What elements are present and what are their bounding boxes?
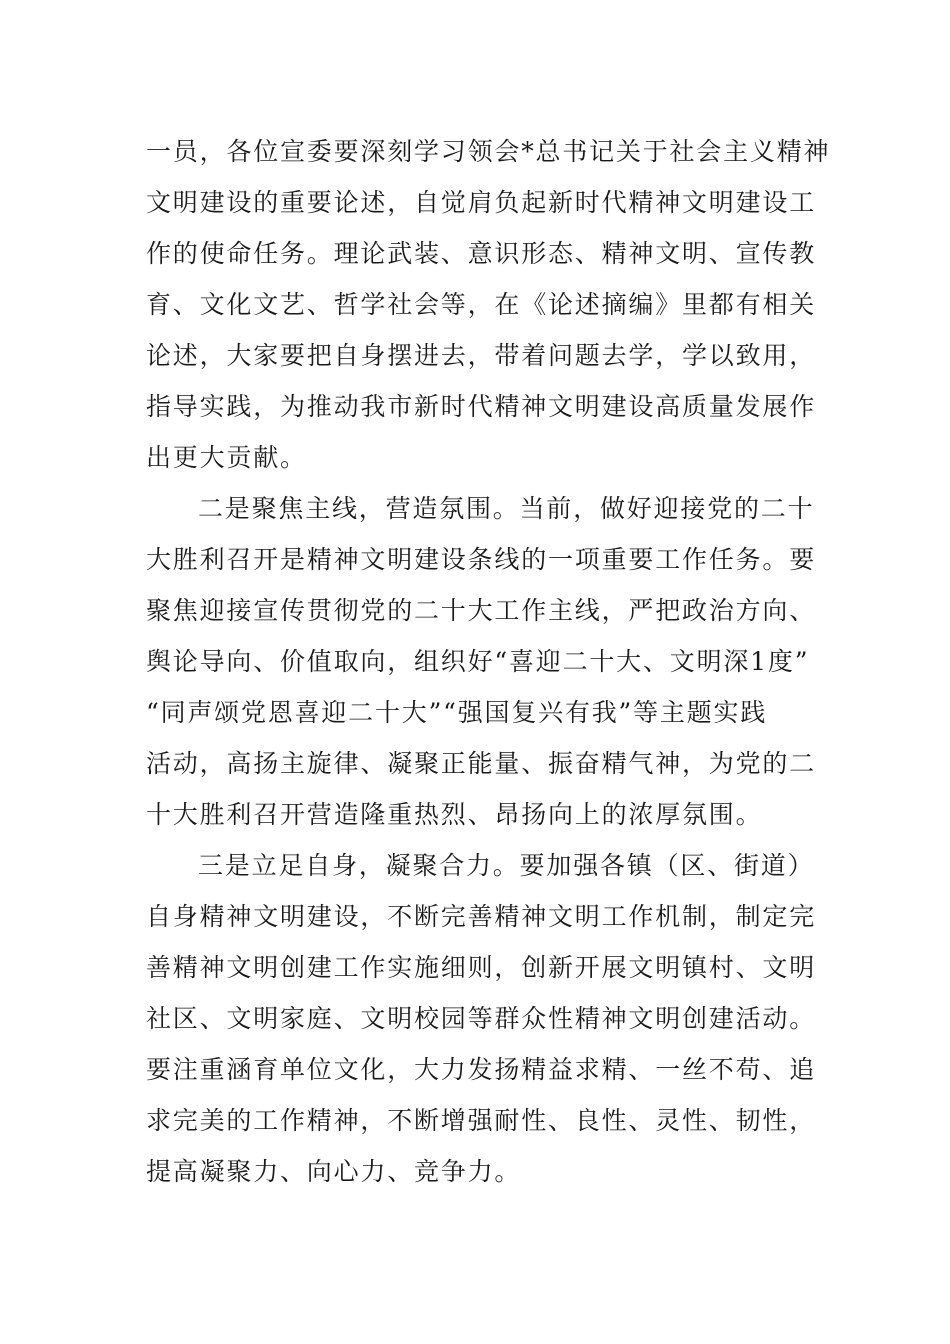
text-line: 论述，大家要把自身摆进去，带着问题去学，学以致用， xyxy=(146,341,817,370)
text-line: “同声颂党恩喜迎二十大”“强国复兴有我”等主题实践 xyxy=(146,698,768,727)
text-line-indented: 二是聚焦主线，营造氛围。当前，做好迎接党的二十 xyxy=(198,494,815,523)
paragraph-2 xyxy=(146,483,817,840)
text-line: 要注重涵育单位文化，大力发扬精益求精、一丝不苟、追 xyxy=(146,1055,817,1084)
document-body xyxy=(146,126,831,1197)
text-line: 文明建设的重要论述，自觉肩负起新时代精神文明建设工 xyxy=(146,188,817,217)
paragraph-1 xyxy=(146,126,831,483)
text-line-indented: 三是立足自身，凝聚合力。要加强各镇（区、街道） xyxy=(198,851,815,880)
text-line: 大胜利召开是精神文明建设条线的一项重要工作任务。要 xyxy=(146,545,817,574)
text-line: 育、文化文艺、哲学社会等，在《论述摘编》里都有相关 xyxy=(146,290,817,319)
text-line: 十大胜利召开营造隆重热烈、昂扬向上的浓厚氛围。 xyxy=(146,800,763,829)
text-line: 自身精神文明建设，不断完善精神文明工作机制，制定完 xyxy=(146,902,817,931)
text-line: 作的使命任务。理论武装、意识形态、精神文明、宣传教 xyxy=(146,239,817,268)
paragraph-3 xyxy=(146,840,817,1197)
text-line: 出更大贡献。 xyxy=(146,443,307,472)
text-line: 善精神文明创建工作实施细则，创新开展文明镇村、文明 xyxy=(146,953,817,982)
text-line: 一员，各位宣委要深刻学习领会*总书记关于社会主义精神 xyxy=(146,137,831,166)
text-line: 社区、文明家庭、文明校园等群众性精神文明创建活动。 xyxy=(146,1004,817,1033)
text-line: 舆论导向、价值取向，组织好“喜迎二十大、文明深1度” xyxy=(146,647,810,676)
text-line: 求完美的工作精神，不断增强耐性、良性、灵性、韧性， xyxy=(146,1106,817,1135)
text-line: 指导实践，为推动我市新时代精神文明建设高质量发展作 xyxy=(146,392,817,421)
text-line: 提高凝聚力、向心力、竞争力。 xyxy=(146,1157,522,1186)
text-line: 活动，高扬主旋律、凝聚正能量、振奋精气神，为党的二 xyxy=(146,749,817,778)
text-line: 聚焦迎接宣传贯彻党的二十大工作主线，严把政治方向、 xyxy=(146,596,817,625)
